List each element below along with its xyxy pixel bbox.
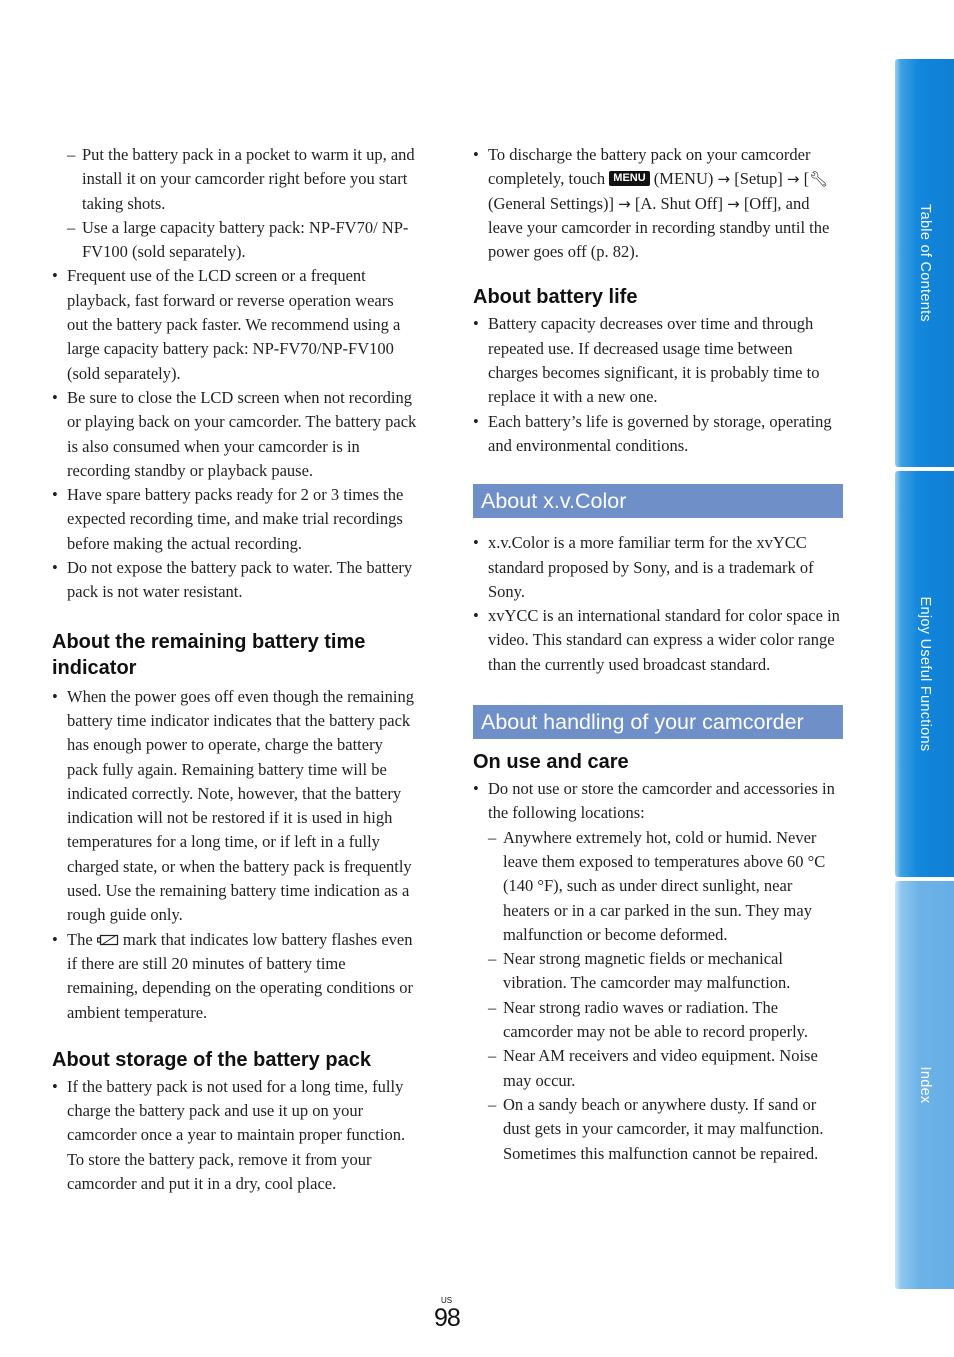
bullet-item: • When the power goes off even though the remaining battery time indicator indicates that the battery pack has enough power to operate, charge the battery pack fully again. Remaining battery time will be indicated correctly. Note, however, that the battery indication will not be restored if it is used in high temperatures for a long time, or if left in a fully charged state, or when the battery pack is frequently used. Use the remaining battery time indication as a rough guide only. [52,685,418,928]
arrow-icon: → [618,194,631,213]
dash-item: – Anywhere extremely hot, cold or humid. Never leave them exposed to temperatures above 60 °C (140 °F), such as under direct sunlight, near heaters or in a car parked in the sun. They may malfunction or become deformed. [473,826,843,947]
bullet-item: • Do not use or store the camcorder and accessories in the following locations: [473,777,843,826]
discharge-general-settings: (General Settings)] [488,193,614,213]
discharge-text-1: To discharge the battery pack on your camcorder completely, touch [488,145,811,189]
dash-item: – Use a large capacity battery pack: NP-FV70/ NP-FV100 (sold separately). [52,216,418,265]
dash-item: – Near AM receivers and video equipment. Noise may occur. [473,1044,843,1093]
bullet-item: • Frequent use of the LCD screen or a frequent playback, fast forward or reverse operation wears out the battery pack faster. We recommend using a large capacity battery pack: NP-FV70/NP-FV100 (sold separately). [52,264,418,385]
side-navigation [895,59,954,1289]
discharge-text-3: [Off], and leave your camcorder in recording standby until the power goes off (p. 82). [488,193,830,262]
low-battery-text-pre: The [67,929,93,949]
low-battery-icon [97,933,119,947]
wrench-icon: 🔧︎ [809,170,829,189]
tab-label: Table of Contents [916,204,933,322]
arrow-icon: → [717,170,731,189]
tab-index[interactable] [895,881,954,1289]
bullet-item: • If the battery pack is not used for a long time, fully charge the battery pack and use it up on your camcorder once a year to maintain proper function. To store the battery pack, remove it from your camcorder and put it in a dry, cool place. [52,1075,418,1196]
menu-icon: MENU [609,171,649,186]
bullet-item-low-battery [52,928,418,1025]
page-number [434,1296,464,1331]
discharge-bullet [473,143,843,264]
bullet-item: • Do not expose the battery pack to water. The battery pack is not water resistant. [52,556,418,605]
tab-table-of-contents[interactable] [895,59,954,467]
discharge-setup: [Setup] [734,169,783,189]
bullet-item: • Each battery’s life is governed by storage, operating and environmental conditions. [473,410,843,459]
bullet-item: • x.v.Color is a more familiar term for the xvYCC standard proposed by Sony, and is a trademark of Sony. [473,531,843,604]
storage-heading: About storage of the battery pack [52,1048,371,1071]
right-column [473,143,843,1166]
dash-item: – Put the battery pack in a pocket to warm it up, and install it on your camcorder right before you start taking shots. [52,143,418,216]
use-care-heading: On use and care [473,751,629,774]
region-code: US [441,1296,453,1305]
tab-enjoy-useful-functions[interactable] [895,471,954,877]
bullet-item: • Have spare battery packs ready for 2 or 3 times the expected recording time, and make trial recordings before making the actual recording. [52,483,418,556]
xvcolor-section-header: About x.v.Color [473,484,843,518]
discharge-bracket: [ [803,169,810,189]
arrow-icon: → [786,170,800,189]
handling-section-header: About handling of your camcorder [473,705,843,739]
remaining-battery-heading: About the remaining battery time indicator [52,630,366,679]
bullet-item: • Be sure to close the LCD screen when not recording or playing back on your camcorder. The battery pack is also consumed when your camcorder is in recording standby or playback pause. [52,386,418,483]
arrow-icon: → [727,194,740,213]
bullet-item: • Battery capacity decreases over time and through repeated use. If decreased usage time between charges becomes significant, it is probably time to replace it with a new one. [473,312,843,409]
tab-label: Enjoy Useful Functions [916,596,933,752]
bullet-item: • xvYCC is an international standard for color space in video. This standard can express a wider color range than the currently used broadcast standard. [473,604,843,677]
discharge-menu-text: (MENU) [653,169,714,189]
dash-item: – On a sandy beach or anywhere dusty. If sand or dust gets in your camcorder, it may malfunction. Sometimes this malfunction cannot be repaired. [473,1093,843,1166]
tab-label: Index [916,1066,933,1104]
dash-item: – Near strong radio waves or radiation. The camcorder may not be able to record properly. [473,996,843,1045]
dash-item: – Near strong magnetic fields or mechanical vibration. The camcorder may malfunction. [473,947,843,996]
page-number-value: 98 [434,1304,460,1332]
left-column [52,143,418,1196]
low-battery-text-post: mark that indicates low battery flashes even if there are still 20 minutes of battery time remaining, depending on the operating conditions or ambient temperature. [67,929,413,1022]
battery-life-heading: About battery life [473,286,638,309]
discharge-a-shut-off: [A. Shut Off] [634,193,723,213]
